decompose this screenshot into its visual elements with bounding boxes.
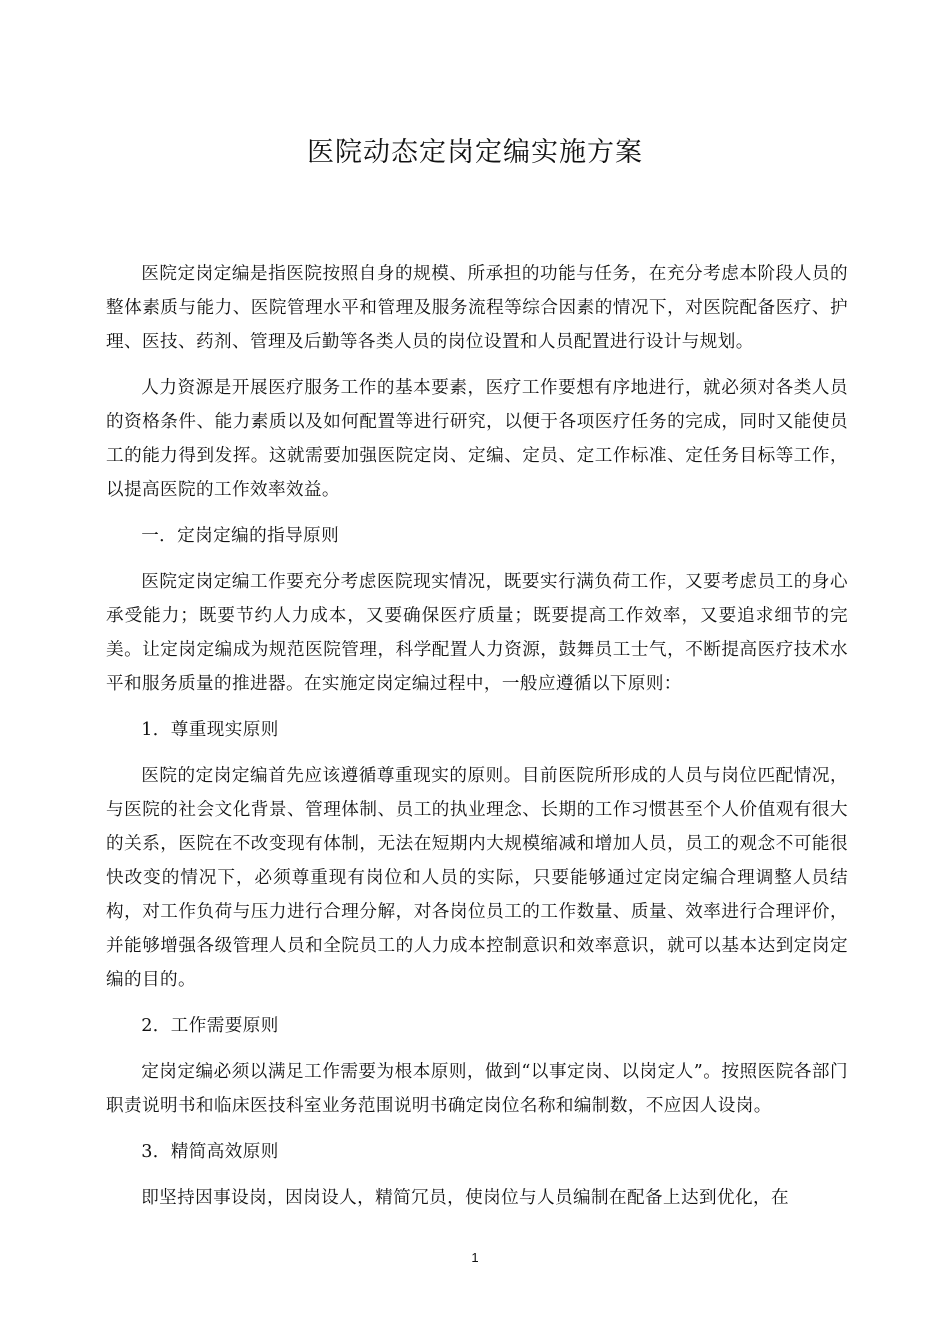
paragraph-intro: 医院定岗定编是指医院按照自身的规模、所承担的功能与任务，在充分考虑本阶段人员的整体素质与能力、医院管理水平和管理及服务流程等综合因素的情况下，对医院配备医疗、护理、医技、药剂、管理及后勤等各类人员的岗位设置和人员配置进行设计与规划。 [106, 264, 848, 352]
section-heading-guiding-principles: 一．定岗定编的指导原则 [141, 526, 340, 546]
paragraph-work-needs: 定岗定编必须以满足工作需要为根本原则，做到“以事定岗、以岗定人”。按照医院各部门职责说明书和临床医技科室业务范围说明书确定岗位名称和编制数，不应因人设岗。 [106, 1062, 848, 1116]
paragraph-respect-reality: 医院的定岗定编首先应该遵循尊重现实的原则。目前医院所形成的人员与岗位匹配情况，与医院的社会文化背景、管理体制、员工的执业理念、长期的工作习惯甚至个人价值观有很大的关系，医院在不改变现有体制，无法在短期内大规模缩减和增加人员，员工的观念不可能很快改变的情况下，必须尊重现有岗位和人员的实际，只要能够通过定岗定编合理调整人员结构，对工作负荷与压力进行合理分解，对各岗位员工的工作数量、质量、效率进行合理评价，并能够增强各级管理人员和全院员工的人力成本控制意识和效率意识，就可以基本达到定岗定编的目的。 [106, 766, 848, 990]
paragraph-streamlined-efficiency: 即坚持因事设岗，因岗设人，精简冗员，使岗位与人员编制在配备上达到优化，在 [141, 1188, 789, 1208]
paragraph-guiding-principles: 医院定岗定编工作要充分考虑医院现实情况，既要实行满负荷工作，又要考虑员工的身心承受能力；既要节约人力成本，又要确保医疗质量；既要提高工作效率，又要追求细节的完美。让定岗定编成为规范医院管理，科学配置人力资源，鼓舞员工士气，不断提高医疗技术水平和服务质量的推进器。在实施定岗定编过程中，一般应遵循以下原则： [106, 572, 848, 694]
page-number: 1 [471, 1250, 479, 1265]
paragraph-human-resources: 人力资源是开展医疗服务工作的基本要素，医疗工作要想有序地进行，就必须对各类人员的资格条件、能力素质以及如何配置等进行研究，以便于各项医疗任务的完成，同时又能使员工的能力得到发挥。这就需要加强医院定岗、定编、定员、定工作标准、定任务目标等工作，以提高医院的工作效率效益。 [106, 378, 848, 500]
document-body [106, 257, 848, 1227]
subheading-respect-reality: 1．尊重现实原则 [141, 720, 279, 740]
document-title: 医院动态定岗定编实施方案 [307, 137, 643, 168]
subheading-streamlined-efficiency: 3．精简高效原则 [141, 1142, 279, 1162]
subheading-work-needs: 2．工作需要原则 [141, 1016, 279, 1036]
